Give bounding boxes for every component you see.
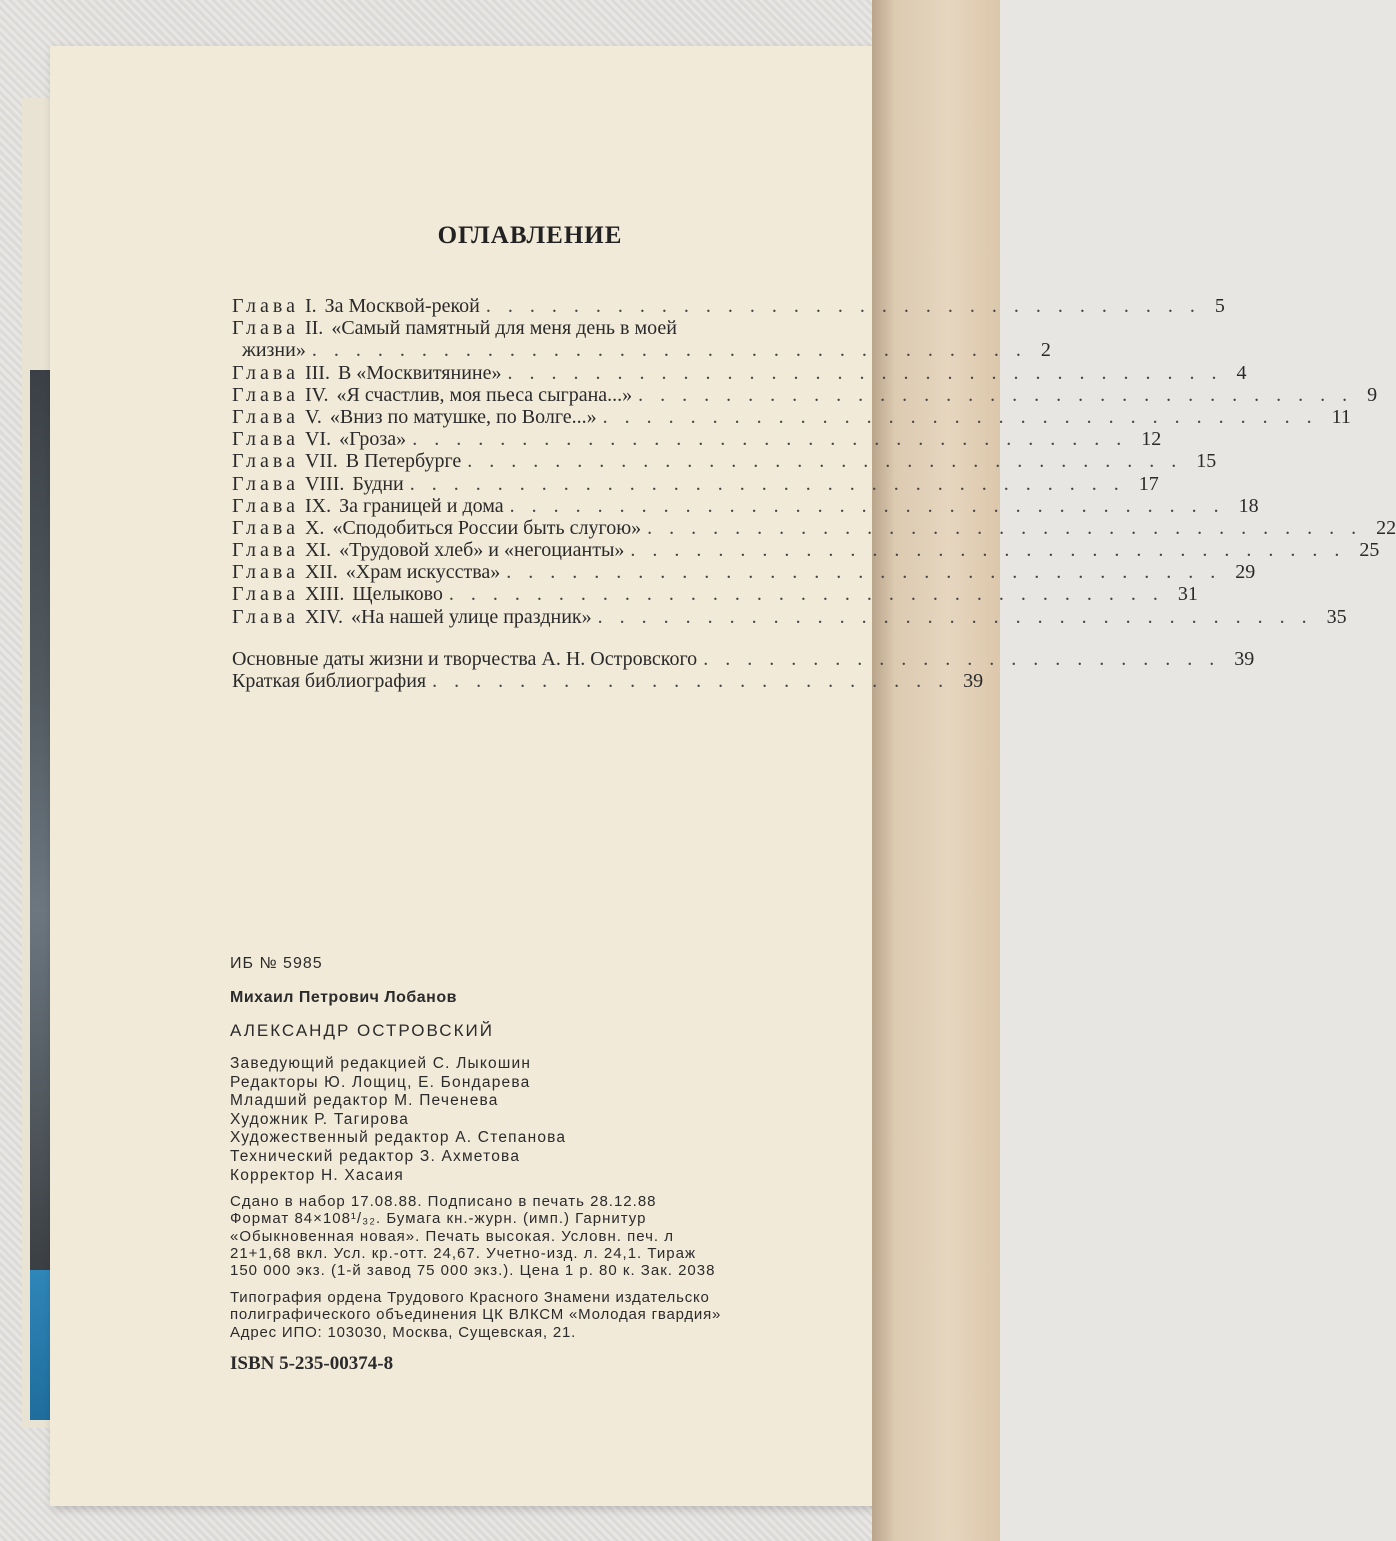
leader-dots: . . . . . . . . . . . . . . . . . . . . . . . . . . . . . . . . .	[638, 383, 1354, 406]
appendix-row	[232, 670, 984, 692]
credit-line: Заведующий редакцией С. Лыкошин	[230, 1055, 532, 1072]
chapter-title: Будни	[352, 472, 404, 495]
credit-line: Младший редактор М. Печенева	[230, 1092, 499, 1110]
leader-dots: . . . . . . . . . . . . . . . . . . . . . . . . . . . . . . . . .	[597, 605, 1313, 628]
page-number: 11	[1331, 405, 1351, 428]
leader-dots: . . . . . . . . . . . . . . . . . . . . . . . . . . . . . . . . .	[409, 472, 1125, 495]
page-number: 39	[1234, 647, 1255, 670]
credit-line: Технический редактор З. Ахметова	[230, 1147, 521, 1165]
toc-title: ОГЛАВЛЕНИЕ	[437, 222, 623, 249]
leader-dots: . . . . . . . . . . . . . . . . . . . . . . . . . . . . . . . . .	[412, 428, 1128, 451]
chapter-number: IV.	[304, 383, 329, 406]
page-number: 18	[1238, 494, 1259, 517]
page-number: 15	[1196, 450, 1217, 473]
leader-dots: . . . . . . . . . . . . . . . . . . . . . . . . . . . . . . . . .	[509, 494, 1225, 517]
toc-row	[232, 516, 1396, 539]
chapter-title: «Я счастлив, моя пьеса сыграна...»	[336, 383, 633, 406]
chapter-label: Глава	[232, 450, 299, 473]
page-number: 35	[1326, 605, 1347, 628]
page-number: 22	[1376, 516, 1396, 539]
leader-dots: . . . . . . . . . . . . . . . . . . . . . . . .	[703, 647, 1221, 670]
chapter-label: Глава	[232, 472, 299, 495]
print-detail-line: Формат 84×108¹/₃₂. Бумага кн.-журн. (имп.) Гарнитур	[230, 1210, 647, 1228]
chapter-number: VI.	[304, 428, 332, 451]
leader-dots: . . . . . . . . . . . . . . . . . . . . . . . . . . . . . . . . .	[448, 583, 1164, 606]
leader-dots: . . . . . . . . . . . . . . . . . . . . . . . . . . . . . . . . .	[485, 295, 1201, 317]
chapter-number: III.	[304, 361, 330, 384]
chapter-title: «Сподобиться России быть слугою»	[332, 516, 642, 539]
credit-line: Редакторы Ю. Лощиц, Е. Бондарева	[230, 1073, 531, 1091]
chapter-title: «Самый памятный для меня день в моей	[331, 317, 677, 340]
book-title: АЛЕКСАНДР ОСТРОВСКИЙ	[230, 1021, 494, 1040]
page-number: 25	[1359, 539, 1380, 562]
chapter-title: «Вниз по матушке, по Волге...»	[329, 405, 597, 428]
chapter-label: Глава	[232, 494, 299, 517]
chapter-label: Глава	[232, 428, 299, 451]
typography-line: полиграфического объединения ЦК ВЛКСМ «Молодая гвардия»	[230, 1306, 722, 1324]
page-number: 39	[963, 670, 984, 692]
chapter-title: За границей и дома	[339, 494, 504, 517]
chapter-title: В «Москвитянине»	[337, 361, 502, 384]
chapter-label: Глава	[232, 516, 299, 539]
credit-line: Корректор Н. Хасаия	[230, 1166, 404, 1184]
appendix-title: Краткая библиография	[232, 670, 427, 692]
chapter-number: VIII.	[304, 472, 345, 495]
page-number: 17	[1138, 472, 1159, 495]
page-number: 31	[1177, 583, 1198, 606]
toc-row	[232, 605, 1347, 628]
typography-info	[230, 1289, 870, 1341]
toc-row	[232, 295, 1225, 317]
toc-row	[232, 339, 1051, 362]
chapter-label: Глава	[232, 605, 299, 628]
leader-dots: . . . . . . . . . . . . . . . . . . . . . . . . . . . . . . . . .	[467, 450, 1183, 473]
chapter-number: XI.	[304, 539, 332, 562]
chapter-number: XIII.	[304, 583, 345, 606]
chapter-title: «На нашей улице праздник»	[350, 605, 592, 628]
appendix-row	[232, 647, 1255, 670]
page-number: 12	[1141, 428, 1162, 451]
credit-line: Художественный редактор А. Степанова	[230, 1129, 567, 1147]
toc-row	[232, 561, 1256, 584]
appendix-title: Основные даты жизни и творчества А. Н. Островского	[232, 647, 698, 670]
chapter-title: жизни»	[242, 339, 306, 362]
toc-row	[232, 317, 872, 339]
table-of-contents	[232, 295, 1396, 692]
print-detail-line: «Обыкновенная новая». Печать высокая. Условн. печ. л	[230, 1227, 674, 1245]
credits-list	[230, 1055, 870, 1185]
print-detail-line: 21+1,68 вкл. Усл. кр.-отт. 24,67. Учетно-изд. л. 24,1. Тираж	[230, 1244, 696, 1262]
chapter-number: XIV.	[304, 605, 343, 628]
page-number: 2	[1040, 339, 1051, 362]
toc-row	[232, 405, 1351, 428]
page-number: 29	[1235, 561, 1256, 584]
print-details	[230, 1193, 870, 1279]
toc-row	[232, 539, 1380, 562]
chapter-title: «Гроза»	[339, 428, 407, 451]
chapter-number: VII.	[304, 450, 338, 473]
typography-line: Типография ордена Трудового Красного Знамени издательско	[230, 1289, 710, 1307]
author-name: Михаил Петрович Лобанов	[230, 989, 457, 1006]
toc-row	[232, 361, 1247, 384]
leader-dots: . . . . . . . . . . . . . . . . . . . . . . . . . . . . . . . . .	[506, 561, 1222, 584]
page-number: 9	[1367, 383, 1378, 406]
leader-dots: . . . . . . . . . . . . . . . . . . . . . . . . . . . . . . . . .	[602, 405, 1318, 428]
chapter-number: V.	[304, 405, 322, 428]
chapter-label: Глава	[232, 583, 299, 606]
ib-number: ИБ № 5985	[230, 955, 323, 972]
chapter-title: «Трудовой хлеб» и «негоцианты»	[339, 539, 625, 562]
page-number: 5	[1214, 295, 1225, 317]
toc-row	[232, 494, 1259, 517]
typography-line: Адрес ИПО: 103030, Москва, Сущевская, 21.	[230, 1323, 577, 1341]
page-number: 4	[1236, 361, 1247, 384]
chapter-label: Глава	[232, 317, 299, 340]
chapter-number: IX.	[304, 494, 332, 517]
toc-row	[232, 472, 1159, 495]
leader-dots: . . . . . . . . . . . . . . . . . . . . . . . .	[432, 670, 950, 692]
chapter-title: Щелыково	[352, 583, 443, 606]
leader-dots: . . . . . . . . . . . . . . . . . . . . . . . . . . . . . . . . .	[630, 539, 1346, 562]
chapter-label: Глава	[232, 383, 299, 406]
chapter-title: За Москвой-рекой	[324, 295, 480, 317]
chapter-label: Глава	[232, 561, 299, 584]
imprint-block	[230, 955, 870, 1375]
chapter-label: Глава	[232, 405, 299, 428]
toc-row	[232, 583, 1198, 606]
print-detail-line: 150 000 экз. (1-й завод 75 000 экз.). Цена 1 р. 80 к. Зак. 2038	[230, 1261, 716, 1279]
toc-row	[232, 428, 1162, 451]
chapter-title: «Храм искусства»	[345, 561, 501, 584]
print-detail-line: Сдано в набор 17.08.88. Подписано в печать 28.12.88	[230, 1193, 657, 1211]
chapter-number: I.	[304, 295, 317, 317]
chapter-number: XII.	[304, 561, 338, 584]
chapter-number: II.	[304, 317, 324, 340]
chapter-title: В Петербурге	[345, 450, 462, 473]
chapter-number: X.	[304, 516, 325, 539]
chapter-label: Глава	[232, 295, 299, 317]
chapter-label: Глава	[232, 539, 299, 562]
chapter-label: Глава	[232, 361, 299, 384]
leader-dots: . . . . . . . . . . . . . . . . . . . . . . . . . . . . . . . . .	[507, 361, 1223, 384]
leader-dots: . . . . . . . . . . . . . . . . . . . . . . . . . . . . . . . . .	[311, 339, 1027, 362]
isbn: ISBN 5-235-00374-8	[230, 1352, 394, 1374]
toc-row	[232, 383, 1378, 406]
leader-dots: . . . . . . . . . . . . . . . . . . . . . . . . . . . . . . . . .	[647, 516, 1363, 539]
credit-line: Художник Р. Тагирова	[230, 1110, 410, 1128]
toc-row	[232, 450, 1217, 473]
